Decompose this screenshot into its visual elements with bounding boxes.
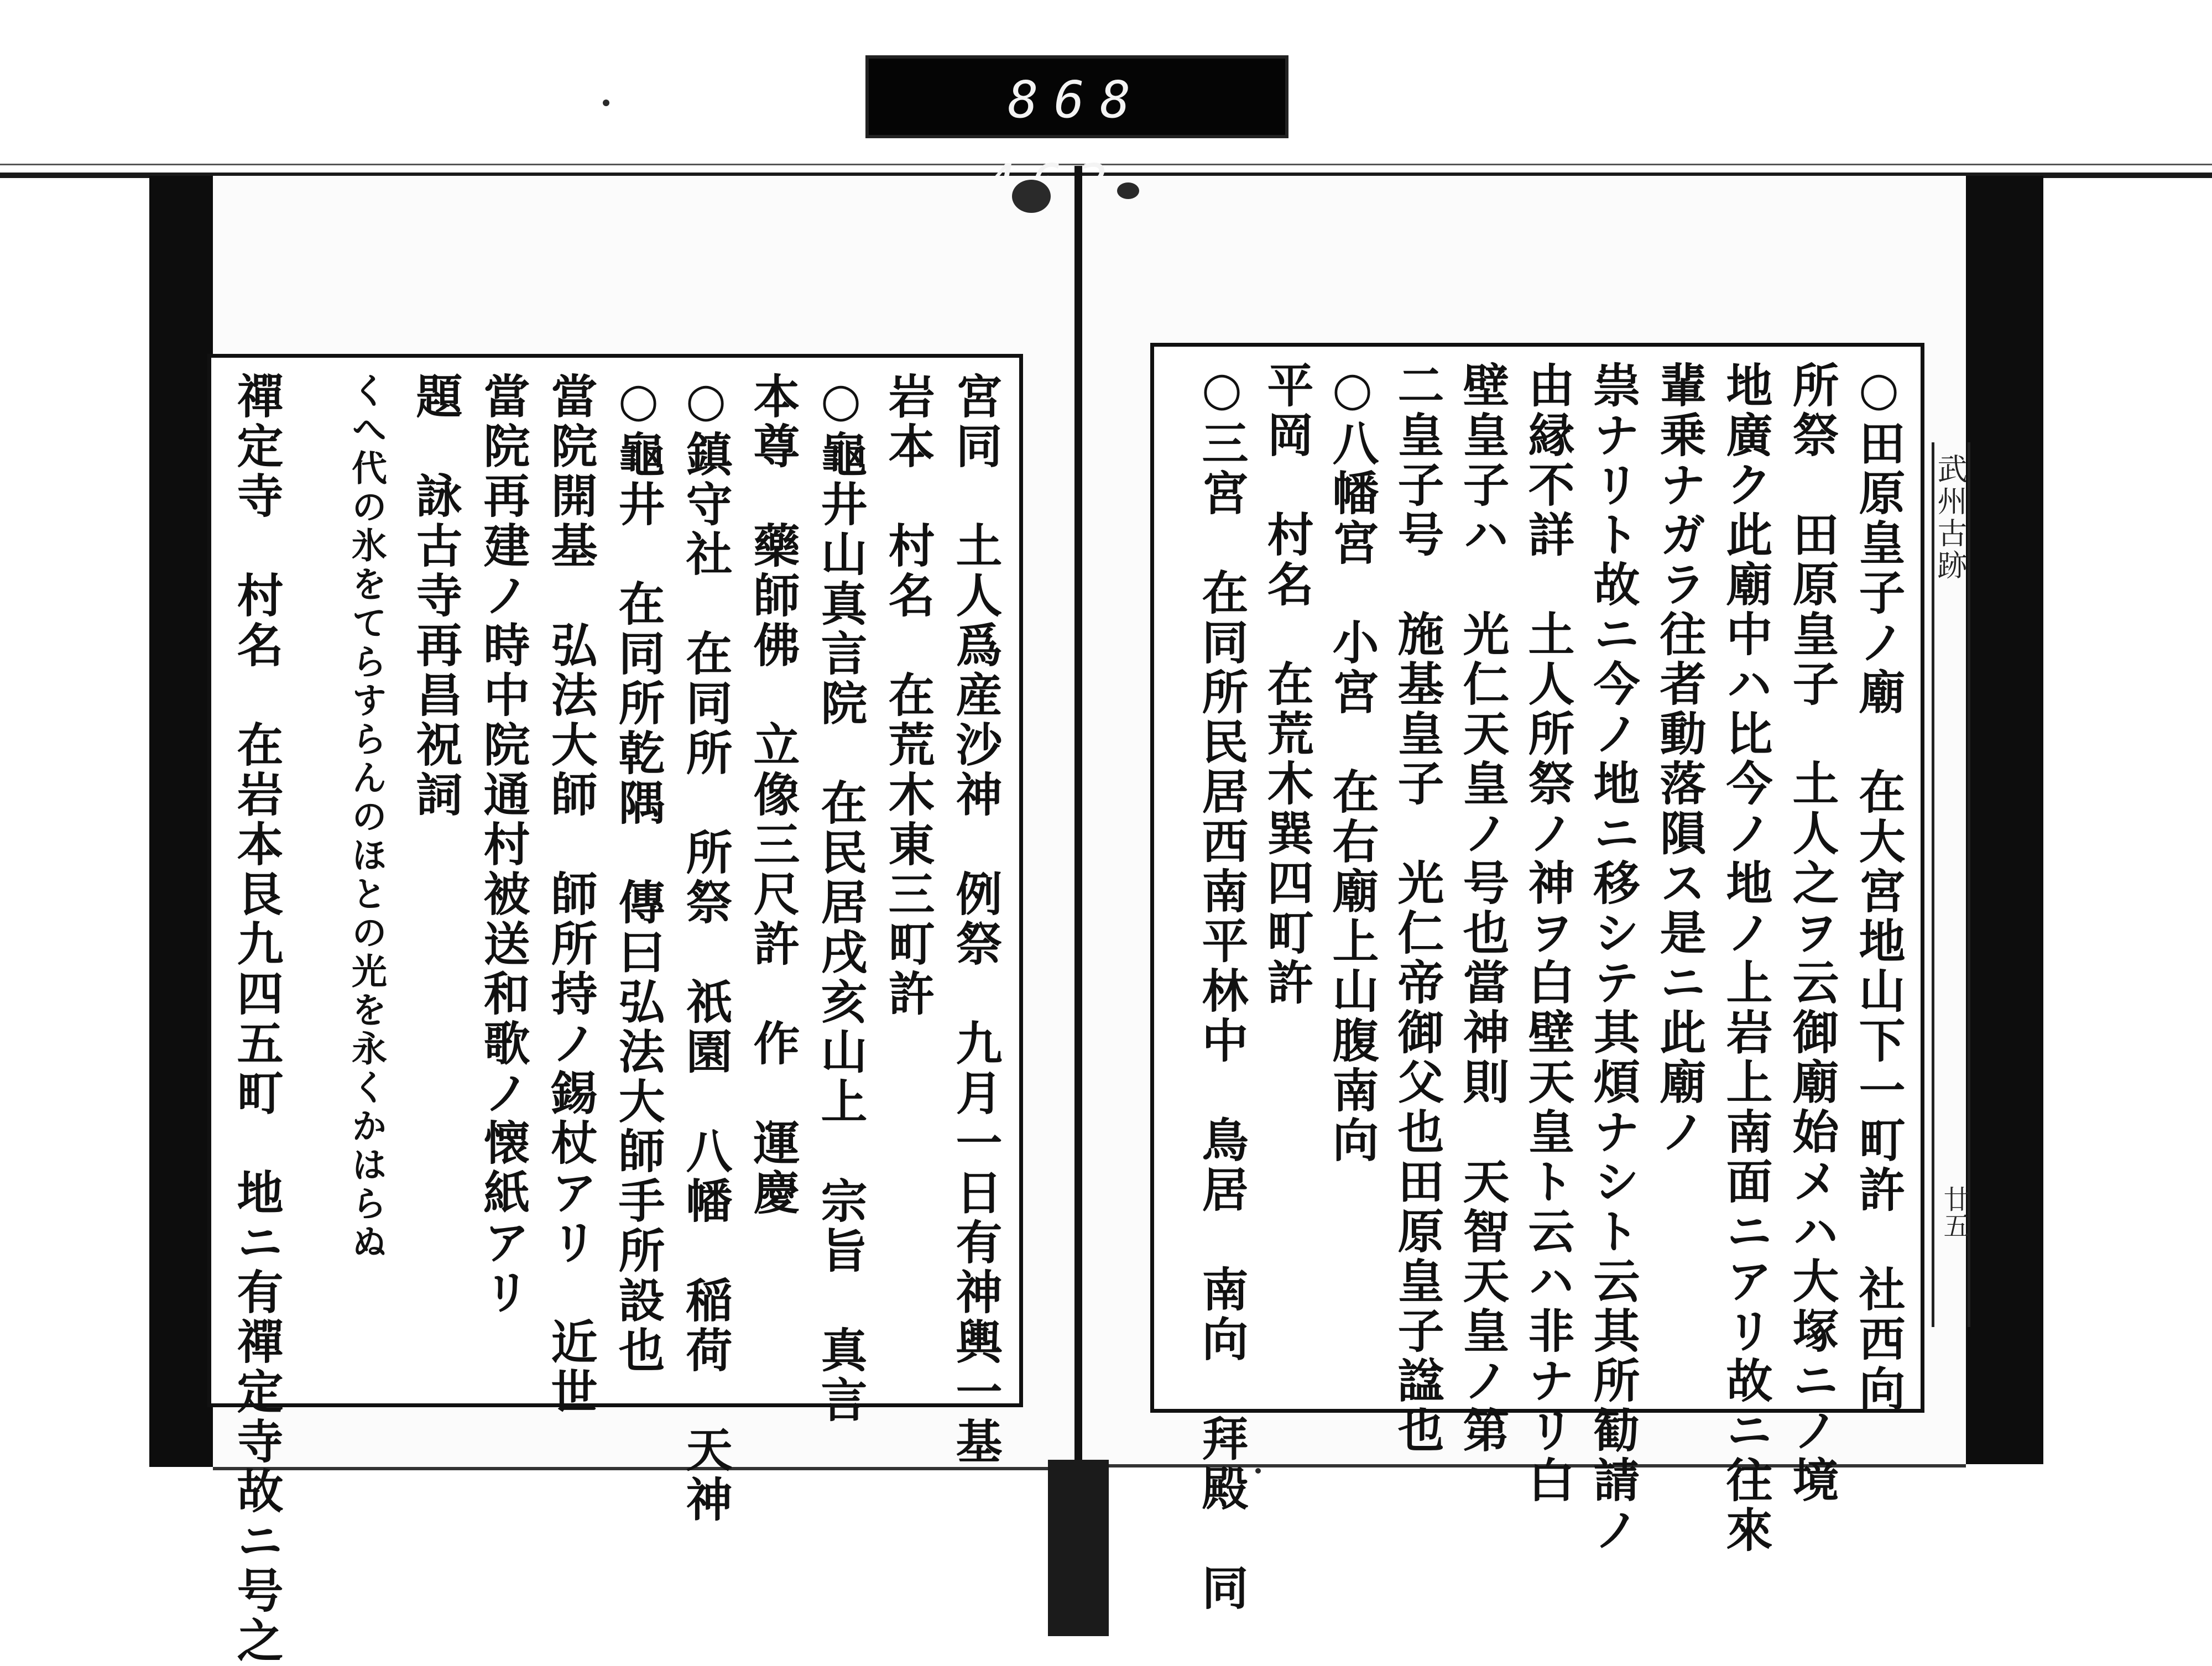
text-column: 所祭 田原皇子 土人之ヲ云御廟始メハ大塚ニノ境 xyxy=(1785,361,1840,1506)
text-column: 當院開基 弘法大師 師所持ノ錫杖アリ 近世 xyxy=(544,372,598,1417)
scan-speck xyxy=(1012,180,1051,213)
text-column: ○龜井 在同所乾隅 傳曰弘法大師手所設也 xyxy=(611,372,666,1376)
text-column: 輩乗ナガラ往者動落隕ス是ニ此廟ノ xyxy=(1652,361,1707,1157)
reel-number-label xyxy=(865,55,1288,138)
text-column: ○龜井山真言院 在民居戌亥山上 宗旨 真言 xyxy=(813,372,868,1425)
text-column: 當院再建ノ時中院通村被送和歌ノ懐紙アリ xyxy=(476,372,531,1318)
scan-speck xyxy=(1117,182,1139,199)
right-text-frame xyxy=(1150,343,1924,1613)
text-column: 壁皇子ハ 光仁天皇ノ号也當神則 天智天皇ノ第 xyxy=(1455,361,1510,1456)
scan-speck xyxy=(1255,1468,1261,1474)
text-column: ○八幡宮 小宮 在右廟上山腹南向 xyxy=(1325,361,1380,1166)
text-column: 平岡 村名 在荒木巽四町許 xyxy=(1260,361,1314,1008)
book-spine xyxy=(1074,166,1082,1636)
right-page-margin-header xyxy=(1932,442,1970,1327)
poem-column: くへ代の氷をてらすらんのほとの光を永くかはらぬ xyxy=(346,372,387,1262)
margin-page-number: 廿五 xyxy=(1939,1185,1970,1239)
text-column: ○鎮守社 在同所 所祭 祇園 八幡 稲荷 天神 xyxy=(679,372,733,1525)
text-column: ○三宮 在同所民居西南平林中 鳥居 南向 拜殿 同 xyxy=(1194,361,1249,1613)
reel-number-left: 868 xyxy=(1008,70,1146,129)
spine-foot xyxy=(1048,1460,1109,1636)
text-column: 由縁不詳 土人所祭ノ神ヲ白壁天皇ト云ハ非ナリ白 xyxy=(1521,361,1575,1506)
text-column: ○田原皇子ノ廟 在大宮地山下一町許 社西向 xyxy=(1851,361,1906,1414)
text-column: 地廣ク此廟中ハ比今ノ地ノ上岩上南面ニアリ故ニ往來 xyxy=(1719,361,1773,1555)
text-column: 禪定寺 村名 在岩本艮九四五町 地ニ有禪定寺故ニ号之 xyxy=(229,372,284,1666)
text-column: 祟ナリト故ニ今ノ地ニ移シテ其煩ナシト云其所勧請ノ xyxy=(1586,361,1641,1555)
binding-left xyxy=(149,176,213,1467)
text-column: 題 詠古寺再昌祝詞 xyxy=(409,372,463,820)
text-column: 二皇子号 施基皇子 光仁帝御父也田原皇子諡也 xyxy=(1390,361,1445,1456)
binding-right xyxy=(1966,176,2043,1464)
text-column: 岩本 村名 在荒木東三町許 xyxy=(881,372,936,1019)
left-text-frame xyxy=(207,354,1023,1666)
scan-speck xyxy=(603,100,609,106)
text-column: 宮同 土人爲産沙神 例祭 九月一日有神輿一基 xyxy=(948,372,1003,1467)
text-column: 本尊 藥師佛 立像三尺許 作 運慶 xyxy=(746,372,801,1218)
margin-title: 武州古跡 xyxy=(1933,453,1968,582)
